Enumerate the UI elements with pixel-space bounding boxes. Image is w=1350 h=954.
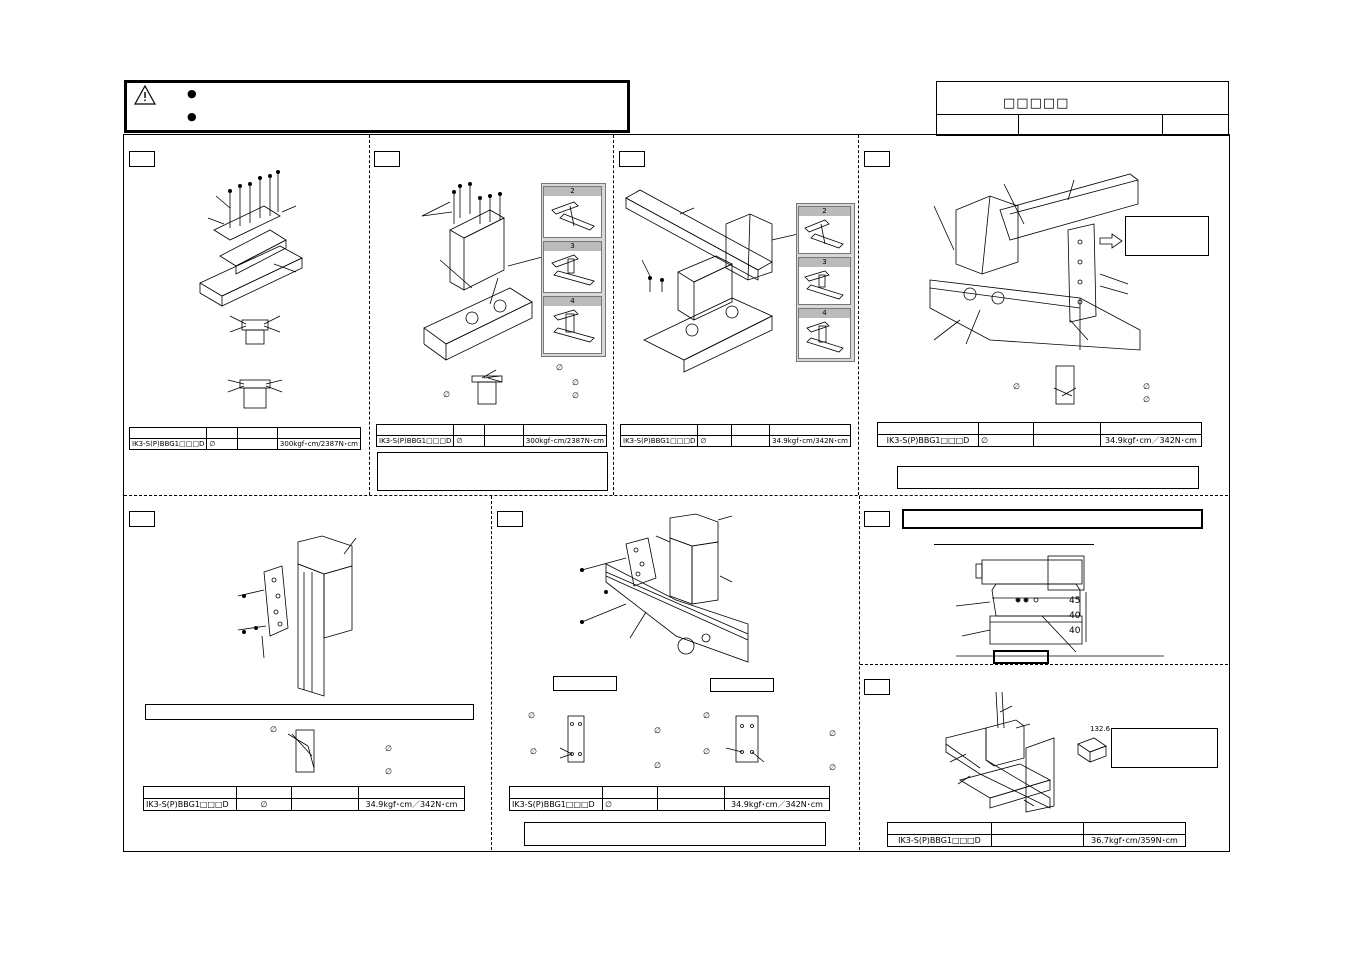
spec-table xyxy=(376,424,607,447)
note-box xyxy=(1125,216,1209,256)
note-box xyxy=(897,466,1199,489)
torque-value: 34.9kgf･cm／342N･cm xyxy=(1101,435,1202,447)
heading-box xyxy=(902,509,1203,529)
diameter-symbol: ∅ xyxy=(530,747,537,756)
xz-assembly-drawing xyxy=(566,512,756,662)
diameter-symbol: ∅ xyxy=(270,725,277,734)
step-box-6 xyxy=(497,511,523,527)
orientation-inset xyxy=(543,241,602,293)
diameter-symbol: ∅ xyxy=(703,711,710,720)
note-box xyxy=(145,704,474,720)
row-divider xyxy=(124,495,1228,496)
gantry-assembly-drawing xyxy=(940,688,1060,818)
orientation-sketch xyxy=(799,216,850,252)
diameter-symbol: ∅ xyxy=(654,726,661,735)
model-number: IK3-S(P)BBG1□□□D xyxy=(130,439,207,450)
dimension-40: 40 xyxy=(1069,626,1081,636)
diameter-symbol: ∅ xyxy=(703,747,710,756)
step-box-2 xyxy=(374,151,400,167)
title-block xyxy=(936,81,1229,136)
panel-divider xyxy=(369,135,370,495)
panel-divider xyxy=(858,135,859,495)
dimension-drawing xyxy=(956,552,1156,662)
diameter-symbol: ∅ xyxy=(698,436,732,447)
vertical-actuator-drawing xyxy=(226,532,366,702)
note-box xyxy=(524,822,826,846)
tightening-sequence-diagram xyxy=(226,310,286,350)
torque-value: 34.9kgf･cm／342N･cm xyxy=(725,799,830,811)
note-box xyxy=(377,452,608,491)
step-box-7 xyxy=(864,511,890,527)
model-number: IK3-S(P)BBG1□□□D xyxy=(377,436,454,447)
diameter-symbol: ∅ xyxy=(829,729,836,738)
torque-value: 300kgf･cm/2387N･cm xyxy=(277,439,360,450)
diameter-symbol: ∅ xyxy=(572,391,579,400)
panel-divider xyxy=(613,135,614,495)
inset-number: 4 xyxy=(544,297,601,306)
actuator-assembly-drawing xyxy=(622,180,782,370)
label-box xyxy=(993,650,1049,664)
inset-number: 2 xyxy=(544,187,601,196)
step-box-5 xyxy=(129,511,155,527)
diameter-symbol: ∅ xyxy=(454,436,485,447)
page-title: □□□□□ xyxy=(1003,96,1070,111)
orientation-inset xyxy=(798,257,851,305)
diameter-symbol: ∅ xyxy=(572,378,579,387)
spec-table xyxy=(620,424,851,447)
diameter-symbol: ∅ xyxy=(979,435,1034,447)
orientation-inset xyxy=(798,206,851,254)
orientation-sketch xyxy=(799,318,850,357)
torque-value: 300kgf･cm/2387N･cm xyxy=(523,436,606,447)
model-number: IK3-S(P)BBG1□□□D xyxy=(510,799,603,811)
inset-number: 3 xyxy=(544,242,601,251)
label-box xyxy=(710,678,774,692)
panel-divider xyxy=(491,496,492,850)
bullet-icon: ● xyxy=(187,110,197,123)
dimension-40: 40 xyxy=(1069,611,1081,621)
dimension-label: 132.6 xyxy=(1090,725,1111,733)
title-cell-divider xyxy=(1018,114,1019,135)
diameter-symbol: ∅ xyxy=(528,711,535,720)
tightening-sequence-diagram xyxy=(284,728,324,774)
inset-number: 4 xyxy=(799,309,850,318)
orientation-inset xyxy=(543,296,602,354)
torque-value: 36.7kgf･cm/359N･cm xyxy=(1084,835,1186,847)
step-box-3 xyxy=(619,151,645,167)
orientation-sketch xyxy=(799,267,850,303)
spec-table xyxy=(887,822,1186,847)
bracket-icon xyxy=(1076,734,1110,764)
orientation-inset xyxy=(543,186,602,238)
diameter-symbol: ∅ xyxy=(385,744,392,753)
label-box xyxy=(553,676,617,691)
tightening-sequence-diagram xyxy=(558,714,598,764)
step-box-4 xyxy=(864,151,890,167)
note-box xyxy=(1111,728,1218,768)
diameter-symbol: ∅ xyxy=(1143,382,1150,391)
bullet-icon: ● xyxy=(187,87,197,100)
tightening-sequence-diagram xyxy=(1046,364,1090,408)
diameter-symbol: ∅ xyxy=(443,390,450,399)
diameter-symbol: ∅ xyxy=(1143,395,1150,404)
diameter-symbol: ∅ xyxy=(829,763,836,772)
spec-table xyxy=(509,786,830,811)
model-number: IK3-S(P)BBG1□□□D xyxy=(621,436,698,447)
spec-table xyxy=(129,427,361,450)
tightening-sequence-diagram xyxy=(458,368,518,408)
actuator-bracket-drawing xyxy=(420,178,550,368)
diameter-symbol: ∅ xyxy=(207,439,238,450)
warning-triangle-icon xyxy=(134,85,156,105)
diameter-symbol: ∅ xyxy=(654,761,661,770)
model-number: IK3-S(P)BBG1□□□D xyxy=(888,835,992,847)
title-divider xyxy=(937,114,1228,115)
panel-divider xyxy=(859,496,860,850)
spec-table xyxy=(877,422,1202,447)
torque-value: 34.9kgf･cm/342N･cm xyxy=(770,436,851,447)
inset-number: 3 xyxy=(799,258,850,267)
orientation-sketch xyxy=(544,196,601,236)
diameter-symbol: ∅ xyxy=(556,363,563,372)
diameter-symbol: ∅ xyxy=(237,799,292,811)
orientation-inset xyxy=(798,308,851,359)
warning-box xyxy=(124,80,630,133)
diameter-symbol: ∅ xyxy=(603,799,658,811)
orientation-sketch xyxy=(544,251,601,291)
orientation-sketch xyxy=(544,306,601,352)
tightening-sequence-diagram xyxy=(724,714,770,764)
arrow-right-icon xyxy=(1100,234,1124,248)
diameter-symbol: ∅ xyxy=(1013,382,1020,391)
model-number: IK3-S(P)BBG1□□□D xyxy=(144,799,237,811)
spec-table xyxy=(143,786,465,811)
model-number: IK3-S(P)BBG1□□□D xyxy=(878,435,979,447)
step-box-1 xyxy=(129,151,155,167)
tightening-sequence-diagram xyxy=(226,372,286,412)
motor-mounting-drawing xyxy=(920,170,1150,360)
underline xyxy=(934,544,1094,545)
diameter-symbol: ∅ xyxy=(385,767,392,776)
row-divider xyxy=(860,664,1228,665)
title-cell-divider xyxy=(1162,114,1163,135)
step-box-8 xyxy=(864,679,890,695)
inset-number: 2 xyxy=(799,207,850,216)
torque-value: 34.9kgf･cm／342N･cm xyxy=(359,799,465,811)
dimension-45: 45 xyxy=(1069,596,1081,606)
actuator-exploded-drawing xyxy=(190,168,330,308)
